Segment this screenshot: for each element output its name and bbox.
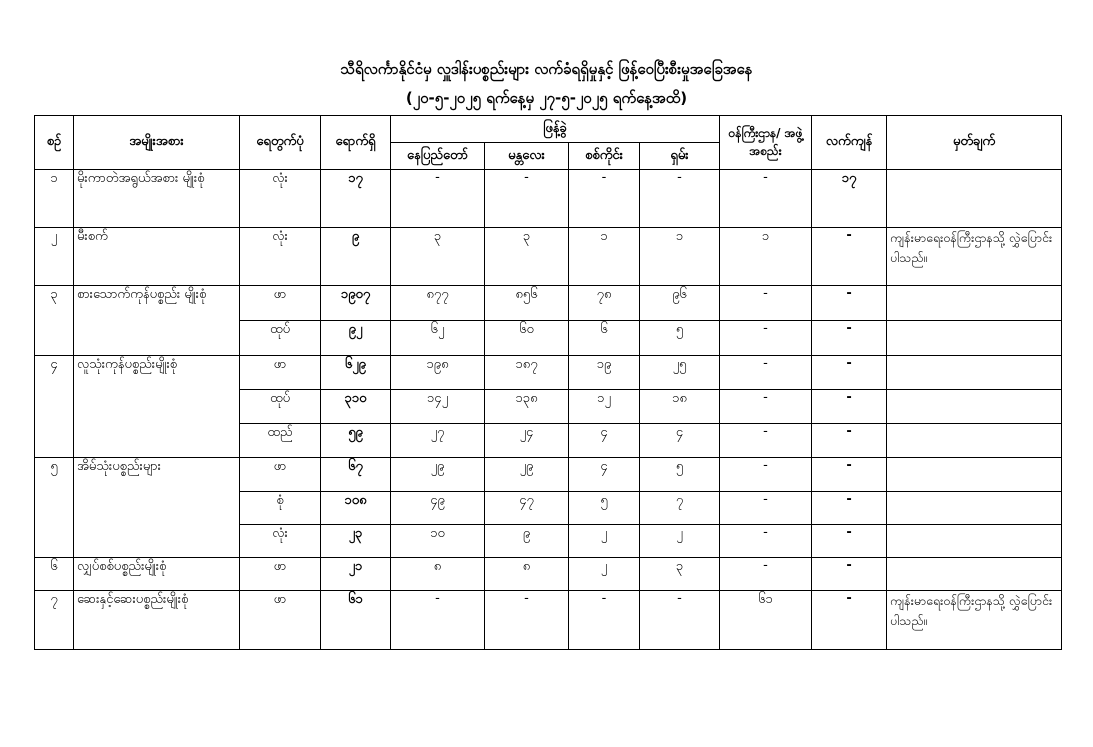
row-naypyitaw: ၂၉	[391, 458, 485, 492]
row-sagaing: ၄	[569, 424, 640, 458]
row-sagaing: ၁	[569, 228, 640, 286]
row-unit: လုံး	[240, 170, 321, 228]
row-received: ၉၂	[321, 321, 391, 356]
row-unit: လုံး	[240, 525, 321, 558]
row-mandalay: ၈	[485, 558, 569, 591]
row-shan: ၅	[640, 458, 720, 492]
row-balance: -	[812, 591, 887, 650]
row-naypyitaw: -	[391, 170, 485, 228]
row-mandalay: -	[485, 170, 569, 228]
row-ministry: -	[720, 321, 812, 356]
row-shan: ၁	[640, 228, 720, 286]
row-received: ၉	[321, 228, 391, 286]
row-remark	[887, 390, 1062, 424]
row-balance: -	[812, 286, 887, 321]
row-mandalay: ၁၈၇	[485, 356, 569, 390]
row-sagaing: -	[569, 591, 640, 650]
row-unit: ဖာ	[240, 591, 321, 650]
row-ministry: -	[720, 458, 812, 492]
row-mandalay: ၁၃၈	[485, 390, 569, 424]
row-sagaing: ၂	[569, 525, 640, 558]
row-mandalay: -	[485, 591, 569, 650]
row-naypyitaw: ၃	[391, 228, 485, 286]
row-ministry: -	[720, 356, 812, 390]
row-shan: -	[640, 170, 720, 228]
row-balance: -	[812, 356, 887, 390]
row-ministry: -	[720, 558, 812, 591]
row-received: ၁၉၀၇	[321, 286, 391, 321]
row-remark	[887, 492, 1062, 525]
row-unit: ထည်	[240, 424, 321, 458]
row-sagaing: ၁၂	[569, 390, 640, 424]
row-unit: ထုပ်	[240, 390, 321, 424]
row-no: ၅	[35, 458, 74, 558]
row-item: ဆေးနှင့်ဆေးပစ္စည်းမျိုးစုံ	[74, 591, 240, 650]
row-received: ၂၁	[321, 558, 391, 591]
row-mandalay: ၃	[485, 228, 569, 286]
row-mandalay: ၆၀	[485, 321, 569, 356]
row-remark	[887, 558, 1062, 591]
row-mandalay: ၄၇	[485, 492, 569, 525]
row-ministry: -	[720, 492, 812, 525]
row-remark: ကျန်းမာရေးဝန်ကြီးဌာနသို့ လွှဲပြောင်းပါသည်။	[887, 591, 1062, 650]
table-row	[35, 228, 1062, 286]
row-ministry: -	[720, 424, 812, 458]
header-naypyitaw: နေပြည်တော်	[391, 143, 485, 170]
row-naypyitaw: ၄၉	[391, 492, 485, 525]
row-shan: ၄	[640, 424, 720, 458]
row-remark	[887, 525, 1062, 558]
header-shan: ရှမ်း	[640, 143, 720, 170]
row-remark	[887, 424, 1062, 458]
row-mandalay: ၂၉	[485, 458, 569, 492]
row-no: ၁	[35, 170, 74, 228]
row-received: ၆၂၉	[321, 356, 391, 390]
row-unit: ဖာ	[240, 558, 321, 591]
row-remark	[887, 458, 1062, 492]
row-ministry: -	[720, 390, 812, 424]
table-row	[35, 558, 1062, 591]
row-received: ၃၁၀	[321, 390, 391, 424]
table-row	[35, 356, 1062, 390]
row-received: ၆၁	[321, 591, 391, 650]
table-row	[35, 458, 1062, 492]
row-unit: ထုပ်	[240, 321, 321, 356]
header-mandalay: မန္တလေး	[485, 143, 569, 170]
row-item: မီးစက်	[74, 228, 240, 286]
row-naypyitaw: ၁၀	[391, 525, 485, 558]
row-sagaing: ၂	[569, 558, 640, 591]
row-mandalay: ၉	[485, 525, 569, 558]
header-received: ရောက်ရှိ	[321, 116, 391, 170]
header-balance: လက်ကျန်	[812, 116, 887, 170]
row-unit: ဖာ	[240, 286, 321, 321]
row-item: အိမ်သုံးပစ္စည်းများ	[74, 458, 240, 558]
row-naypyitaw: -	[391, 591, 485, 650]
row-unit: လုံး	[240, 228, 321, 286]
row-received: ၁၇	[321, 170, 391, 228]
table-row	[35, 170, 1062, 228]
row-remark: ကျန်းမာရေးဝန်ကြီးဌာနသို့ လွှဲပြောင်းပါသည်။	[887, 228, 1062, 286]
row-ministry: -	[720, 286, 812, 321]
row-shan: -	[640, 591, 720, 650]
row-no: ၆	[35, 558, 74, 591]
row-naypyitaw: ၂၇	[391, 424, 485, 458]
header-sagaing: စစ်ကိုင်း	[569, 143, 640, 170]
table-row	[35, 286, 1062, 321]
row-shan: ၅	[640, 321, 720, 356]
row-ministry: ၁	[720, 228, 812, 286]
header-ministry: ဝန်ကြီးဌာန/ အဖွဲ့အစည်း	[720, 116, 812, 170]
row-shan: ၁၈	[640, 390, 720, 424]
row-balance: -	[812, 492, 887, 525]
row-no: ၇	[35, 591, 74, 650]
row-no: ၄	[35, 356, 74, 458]
row-remark	[887, 170, 1062, 228]
report-title: သီရိလင်္ကာနိုင်ငံမှ လှူဒါန်းပစ္စည်းများ လက်ခံရရှိမှုနှင့် ဖြန့်ဝေပြီးစီးမှုအခြေအနေ	[340, 60, 753, 78]
row-balance: -	[812, 390, 887, 424]
row-item: လူသုံးကုန်ပစ္စည်းမျိုးစုံ	[74, 356, 240, 458]
header-no: စဉ်	[35, 116, 74, 170]
row-received: ၆၇	[321, 458, 391, 492]
row-remark	[887, 286, 1062, 321]
header-unit: ရေတွက်ပုံ	[240, 116, 321, 170]
row-balance: ၁၇	[812, 170, 887, 228]
row-shan: ၇	[640, 492, 720, 525]
row-shan: ၂	[640, 525, 720, 558]
row-item: မိုးကာတဲအရွယ်အစား မျိုးစုံ	[74, 170, 240, 228]
row-received: ၅၉	[321, 424, 391, 458]
row-item: စားသောက်ကုန်ပစ္စည်း မျိုးစုံ	[74, 286, 240, 356]
row-naypyitaw: ၈၇၇	[391, 286, 485, 321]
row-shan: ၉၆	[640, 286, 720, 321]
row-balance: -	[812, 458, 887, 492]
row-sagaing: ၄	[569, 458, 640, 492]
row-remark	[887, 356, 1062, 390]
row-sagaing: ၇၈	[569, 286, 640, 321]
row-naypyitaw: ၁၉၈	[391, 356, 485, 390]
row-shan: ၂၅	[640, 356, 720, 390]
row-received: ၁၀၈	[321, 492, 391, 525]
row-balance: -	[812, 424, 887, 458]
row-no: ၃	[35, 286, 74, 356]
row-ministry: -	[720, 170, 812, 228]
row-sagaing: ၆	[569, 321, 640, 356]
row-balance: -	[812, 525, 887, 558]
row-shan: ၃	[640, 558, 720, 591]
header-distribution: ဖြန့်ခွဲ	[391, 116, 720, 143]
row-mandalay: ၈၅၆	[485, 286, 569, 321]
row-no: ၂	[35, 228, 74, 286]
row-balance: -	[812, 228, 887, 286]
row-sagaing: -	[569, 170, 640, 228]
table-row	[35, 591, 1062, 650]
header-remark: မှတ်ချက်	[887, 116, 1062, 170]
row-received: ၂၃	[321, 525, 391, 558]
row-item: လျှပ်စစ်ပစ္စည်းမျိုးစုံ	[74, 558, 240, 591]
row-remark	[887, 321, 1062, 356]
row-naypyitaw: ၁၄၂	[391, 390, 485, 424]
row-ministry: ၆၁	[720, 591, 812, 650]
row-unit: စုံ	[240, 492, 321, 525]
row-unit: ဖာ	[240, 356, 321, 390]
row-ministry: -	[720, 525, 812, 558]
row-naypyitaw: ၈	[391, 558, 485, 591]
row-balance: -	[812, 558, 887, 591]
row-naypyitaw: ၆၂	[391, 321, 485, 356]
row-unit: ဖာ	[240, 458, 321, 492]
header-item: အမျိုးအစား	[74, 116, 240, 170]
row-balance: -	[812, 321, 887, 356]
row-mandalay: ၂၄	[485, 424, 569, 458]
row-sagaing: ၅	[569, 492, 640, 525]
row-sagaing: ၁၉	[569, 356, 640, 390]
donation-table	[34, 115, 1062, 650]
report-date-range: (၂၀-၅-၂၀၂၅ ရက်နေ့မှ ၂၇-၅-၂၀၂၅ ရက်နေ့အထိ)	[405, 89, 688, 107]
